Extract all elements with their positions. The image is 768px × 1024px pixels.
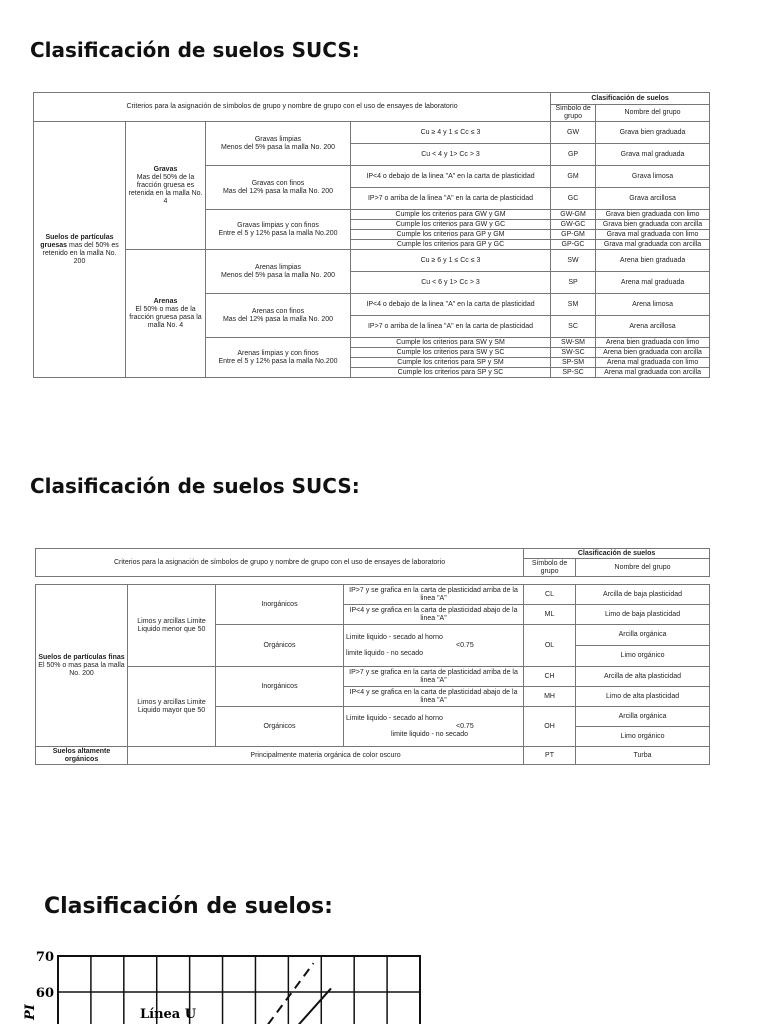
symbol-cell: OL <box>524 625 576 667</box>
criterion-cell: Cu < 6 y 1> Cc > 3 <box>351 272 551 294</box>
name-header: Nombre del grupo <box>596 105 710 122</box>
criterion-cell: Cumple los criterios para GW y GM <box>351 210 551 220</box>
y-tick-label: 60 <box>35 986 54 1001</box>
criterion-cell: Cumple los criterios para SP y SM <box>351 358 551 368</box>
group-name-cell: Limo de alta plasticidad <box>576 687 710 707</box>
classification-header: Clasificación de suelos <box>524 549 710 559</box>
group-name-cell: Limo orgánico <box>576 646 710 667</box>
symbol-cell: GW <box>551 122 596 144</box>
criteria-header: Criterios para la asignación de símbolos de grupo y nombre de grupo con el uso de ensayes de laboratorio <box>34 93 551 122</box>
line-u-label: Línea U <box>140 1007 197 1022</box>
symbol-cell: OH <box>524 707 576 747</box>
y-tick-label: 70 <box>35 950 54 965</box>
fine-soils-table <box>35 548 710 765</box>
ll-menor-label: Limos y arcillas Limite Liquido menor que 50 <box>128 585 216 667</box>
symbol-cell: SP-SM <box>551 358 596 368</box>
group-name-cell: Arena mal graduada con arcilla <box>596 368 710 378</box>
group-name-cell: Arena arcillosa <box>596 316 710 338</box>
group-name-cell: Arena mal graduada <box>596 272 710 294</box>
group-name-cell: Limo de baja plasticidad <box>576 605 710 625</box>
coarse-soils-label: Suelos de partículas gruesas mas del 50% es retenido en la malla No. 200 <box>34 122 126 378</box>
criterion-cell: Cu < 4 y 1> Cc > 3 <box>351 144 551 166</box>
symbol-cell: GW-GM <box>551 210 596 220</box>
gravas-limpias: Gravas limpias Menos del 5% pasa la malla No. 200 <box>206 122 351 166</box>
criterion-cell: Principalmente materia orgánica de color oscuro <box>128 747 524 765</box>
organicos-label: Orgánicos <box>216 625 344 667</box>
symbol-header: Símbolo de grupo <box>524 559 576 577</box>
criterion-cell: IP>7 y se grafica en la carta de plasticidad arriba de la linea "A" <box>344 667 524 687</box>
symbol-cell: GP <box>551 144 596 166</box>
symbol-cell: SM <box>551 294 596 316</box>
section3-title: Clasificación de suelos: <box>44 894 333 919</box>
arenas-label: Arenas El 50% o mas de la fracción gruesa pasa la malla No. 4 <box>126 250 206 378</box>
criterion-cell: IP>7 o arriba de la linea "A" en la carta de plasticidad <box>351 188 551 210</box>
symbol-cell: SP <box>551 272 596 294</box>
group-name-cell: Arcilla de baja plasticidad <box>576 585 710 605</box>
arenas-limpias-y-finos: Arenas limpias y con finos Entre el 5 y 12% pasa la malla No.200 <box>206 338 351 378</box>
group-name-cell: Grava mal graduada con limo <box>596 230 710 240</box>
criterion-cell: Cumple los criterios para GP y GM <box>351 230 551 240</box>
gravas-con-finos: Gravas con finos Mas del 12% pasa la malla No. 200 <box>206 166 351 210</box>
criteria-header: Criterios para la asignación de símbolos de grupo y nombre de grupo con el uso de ensayes de laboratorio <box>36 549 524 577</box>
group-name-cell: Turba <box>576 747 710 765</box>
organic-criterion: Limite liquido - secado al horno <0.75 limite liquido - no secado <box>344 625 524 667</box>
line-a <box>293 988 332 1024</box>
organic-criterion: Limite liquido - secado al horno <0.75 limite liquido - no secado <box>344 707 524 747</box>
symbol-cell: CL <box>524 585 576 605</box>
symbol-cell: SW <box>551 250 596 272</box>
criterion-cell: Cu ≥ 6 y 1 ≤ Cc ≤ 3 <box>351 250 551 272</box>
criterion-cell: IP<4 o debajo de la linea "A" en la carta de plasticidad <box>351 166 551 188</box>
group-name-cell: Arcilla orgánica <box>576 707 710 727</box>
group-name-cell: Grava bien graduada <box>596 122 710 144</box>
inorganicos-label: Inorgánicos <box>216 585 344 625</box>
symbol-cell: SC <box>551 316 596 338</box>
symbol-cell: SW-SC <box>551 348 596 358</box>
symbol-cell: GW-GC <box>551 220 596 230</box>
symbol-header: Símbolo de grupo <box>551 105 596 122</box>
criterion-cell: Cumple los criterios para SW y SM <box>351 338 551 348</box>
highly-organic-label: Suelos altamente orgánicos <box>36 747 128 765</box>
group-name-cell: Grava mal graduada con arcilla <box>596 240 710 250</box>
symbol-cell: GM <box>551 166 596 188</box>
group-name-cell: Arena limosa <box>596 294 710 316</box>
symbol-cell: PT <box>524 747 576 765</box>
symbol-cell: SP-SC <box>551 368 596 378</box>
group-name-cell: Arena mal graduada con limo <box>596 358 710 368</box>
symbol-cell: GP-GM <box>551 230 596 240</box>
name-header: Nombre del grupo <box>576 559 710 577</box>
organicos-label: Orgánicos <box>216 707 344 747</box>
gravas-label: Gravas Mas del 50% de la fracción gruesa es retenida en la malla No. 4 <box>126 122 206 250</box>
criterion-cell: Cu ≥ 4 y 1 ≤ Cc ≤ 3 <box>351 122 551 144</box>
coarse-soils-table <box>33 92 710 378</box>
criterion-cell: Cumple los criterios para SW y SC <box>351 348 551 358</box>
group-name-cell: Arena bien graduada <box>596 250 710 272</box>
symbol-cell: ML <box>524 605 576 625</box>
group-name-cell: Grava bien graduada con arcilla <box>596 220 710 230</box>
section2-title: Clasificación de suelos SUCS: <box>30 474 360 498</box>
symbol-cell: SW-SM <box>551 338 596 348</box>
symbol-cell: CH <box>524 667 576 687</box>
arenas-con-finos: Arenas con finos Mas del 12% pasa la malla No. 200 <box>206 294 351 338</box>
criterion-cell: Cumple los criterios para GP y GC <box>351 240 551 250</box>
group-name-cell: Grava arcillosa <box>596 188 710 210</box>
criterion-cell: IP>7 o arriba de la linea "A" en la carta de plasticidad <box>351 316 551 338</box>
group-name-cell: Grava limosa <box>596 166 710 188</box>
arenas-limpias: Arenas limpias Menos del 5% pasa la malla No. 200 <box>206 250 351 294</box>
criterion-cell: Cumple los criterios para GW y GC <box>351 220 551 230</box>
inorganicos-label: Inorgánicos <box>216 667 344 707</box>
criterion-cell: Cumple los criterios para SP y SC <box>351 368 551 378</box>
fine-soils-label: Suelos de partículas finas El 50% o mas pasa la malla No. 200 <box>36 585 128 747</box>
chart-frame <box>58 956 420 1024</box>
criterion-cell: IP<4 y se grafica en la carta de plasticidad abajo de la linea "A" <box>344 687 524 707</box>
group-name-cell: Arcilla orgánica <box>576 625 710 646</box>
y-axis-label: PI <box>23 1004 38 1020</box>
ll-mayor-label: Limos y arcillas Limite Liquido mayor que 50 <box>128 667 216 747</box>
section1-title: Clasificación de suelos SUCS: <box>30 38 360 62</box>
plasticity-chart <box>0 948 440 1024</box>
symbol-cell: GP-GC <box>551 240 596 250</box>
group-name-cell: Arena bien graduada con arcilla <box>596 348 710 358</box>
group-name-cell: Grava bien graduada con limo <box>596 210 710 220</box>
classification-header: Clasificación de suelos <box>551 93 710 105</box>
criterion-cell: IP>7 y se grafica en la carta de plasticidad arriba de la linea "A" <box>344 585 524 605</box>
symbol-cell: MH <box>524 687 576 707</box>
criterion-cell: IP<4 o debajo de la linea "A" en la carta de plasticidad <box>351 294 551 316</box>
group-name-cell: Limo orgánico <box>576 727 710 747</box>
group-name-cell: Arcilla de alta plasticidad <box>576 667 710 687</box>
gravas-limpias-y-finos: Gravas limpias y con finos Entre el 5 y 12% pasa la malla No.200 <box>206 210 351 250</box>
group-name-cell: Arena bien graduada con limo <box>596 338 710 348</box>
symbol-cell: GC <box>551 188 596 210</box>
criterion-cell: IP<4 y se grafica en la carta de plasticidad abajo de la linea "A" <box>344 605 524 625</box>
group-name-cell: Grava mal graduada <box>596 144 710 166</box>
